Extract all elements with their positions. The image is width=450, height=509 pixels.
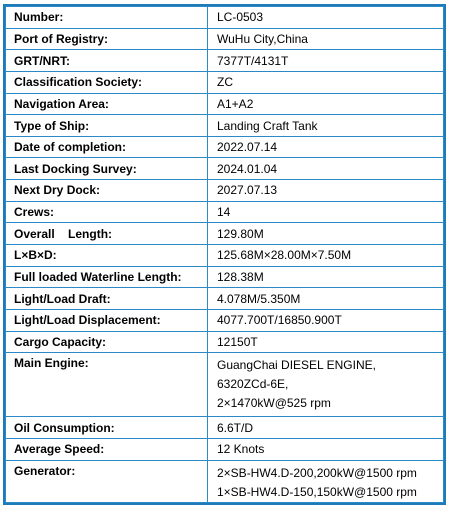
- spec-value-multiline: [208, 460, 444, 502]
- spec-label: Number:: [6, 7, 208, 29]
- spec-row-date-of-completion: [6, 136, 444, 158]
- spec-value-line: 2×1470kW@525 rpm: [217, 396, 331, 411]
- spec-value: 2024.01.04: [208, 158, 444, 180]
- spec-row-type-of-ship: [6, 115, 444, 137]
- spec-row-last-docking-survey: [6, 158, 444, 180]
- spec-row-average-speed: [6, 439, 444, 461]
- spec-label: Navigation Area:: [6, 93, 208, 115]
- ship-spec-table-frame: [3, 4, 446, 505]
- spec-value: 4077.700T/16850.900T: [208, 309, 444, 331]
- spec-label: Light/Load Draft:: [6, 288, 208, 310]
- spec-value: A1+A2: [208, 93, 444, 115]
- spec-value: 128.38M: [208, 266, 444, 288]
- spec-value: ZC: [208, 71, 444, 93]
- spec-row-oil-consumption: [6, 417, 444, 439]
- spec-row-light-load-displacement: [6, 309, 444, 331]
- spec-label: Port of Registry:: [6, 28, 208, 50]
- spec-value: WuHu City,China: [208, 28, 444, 50]
- spec-value-line: 1×SB-HW4.D-150,150kW@1500 rpm: [217, 484, 417, 499]
- spec-label: Next Dry Dock:: [6, 180, 208, 202]
- spec-row-number: [6, 7, 444, 29]
- spec-label: Main Engine:: [6, 353, 208, 417]
- spec-label: L×B×D:: [6, 245, 208, 267]
- spec-label: Date of completion:: [6, 136, 208, 158]
- spec-value: 6.6T/D: [208, 417, 444, 439]
- spec-value: 129.80M: [208, 223, 444, 245]
- spec-value-line: 2×SB-HW4.D-200,200kW@1500 rpm: [217, 465, 417, 480]
- spec-row-generator: [6, 460, 444, 502]
- spec-label: Last Docking Survey:: [6, 158, 208, 180]
- spec-label: Type of Ship:: [6, 115, 208, 137]
- spec-row-port-of-registry: [6, 28, 444, 50]
- spec-value: 14: [208, 201, 444, 223]
- spec-row-crews: [6, 201, 444, 223]
- spec-row-grt-nrt: [6, 50, 444, 72]
- spec-label: Overall Length:: [6, 223, 208, 245]
- spec-label: Full loaded Waterline Length:: [6, 266, 208, 288]
- spec-label: Light/Load Displacement:: [6, 309, 208, 331]
- spec-label: Generator:: [6, 460, 208, 502]
- spec-value: 12150T: [208, 331, 444, 353]
- spec-value-multiline: [208, 353, 444, 417]
- spec-value: 125.68M×28.00M×7.50M: [208, 245, 444, 267]
- spec-row-light-load-draft: [6, 288, 444, 310]
- spec-value: LC-0503: [208, 7, 444, 29]
- spec-value: Landing Craft Tank: [208, 115, 444, 137]
- spec-label: Classification Society:: [6, 71, 208, 93]
- spec-row-main-engine: [6, 353, 444, 417]
- spec-row-l-b-d: [6, 245, 444, 267]
- spec-value: 4.078M/5.350M: [208, 288, 444, 310]
- spec-row-navigation-area: [6, 93, 444, 115]
- ship-spec-table: [5, 6, 444, 503]
- spec-label: Oil Consumption:: [6, 417, 208, 439]
- spec-row-classification-society: [6, 71, 444, 93]
- spec-label: GRT/NRT:: [6, 50, 208, 72]
- spec-value: 2027.07.13: [208, 180, 444, 202]
- spec-row-cargo-capacity: [6, 331, 444, 353]
- spec-value: 7377T/4131T: [208, 50, 444, 72]
- spec-value: 2022.07.14: [208, 136, 444, 158]
- spec-row-next-dry-dock: [6, 180, 444, 202]
- spec-value: 12 Knots: [208, 439, 444, 461]
- spec-value-line: 6320ZCd-6E,: [217, 377, 289, 392]
- spec-row-overall-length: [6, 223, 444, 245]
- spec-label: Average Speed:: [6, 439, 208, 461]
- spec-label: Cargo Capacity:: [6, 331, 208, 353]
- spec-label: Crews:: [6, 201, 208, 223]
- spec-table-body: [6, 7, 444, 503]
- spec-row-full-loaded-waterline-length: [6, 266, 444, 288]
- spec-value-line: GuangChai DIESEL ENGINE,: [217, 358, 376, 373]
